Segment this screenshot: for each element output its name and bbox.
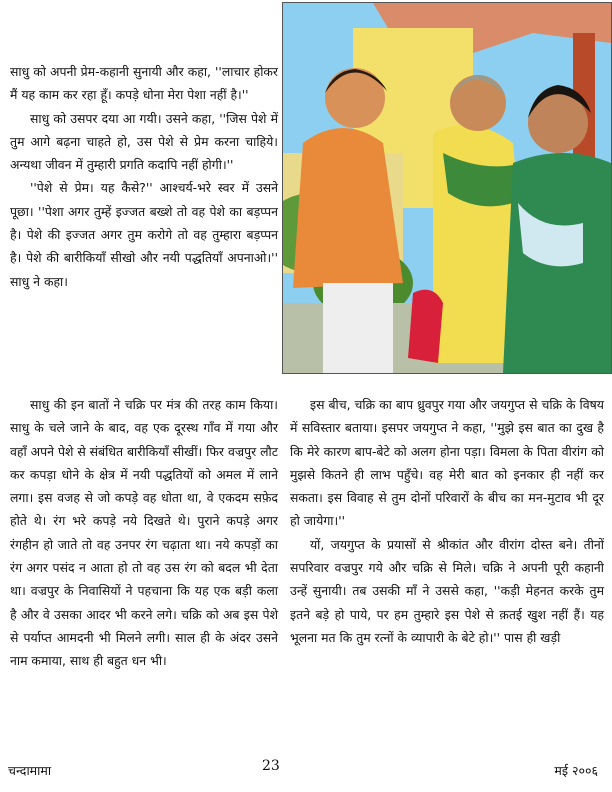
paragraph: साधु की इन बातों ने चक्रि पर मंत्र की तरह काम किया। साधु के चले जाने के बाद, वह एक दूरस्थ गाँव में गया और वहाँ अपने पेशे से संबंधित बारीकियाँ सीखीं। फिर वज्रपुर लौट कर कपड़ा धोने के क्षेत्र में नयी पद्धतियों को अमल में लाने लगा। इस वजह से जो कपड़े वह धोता था, वे एकदम सफ़ेद होते थे। रंग भरे कपड़े नये दिखते थे। पुराने कपड़े अगर रंगहीन हो जाते तो वह उनपर रंग चढ़ाता था। नये कपड़ों का रंग अगर पसंद न आता हो तो वह उस रंग को बदल भी देता था। वज्रपुर के निवासियों ने पहचाना कि यह एक बड़ी कला है और वे उसका आदर भी करने लगे। चक्रि को अब इस पेशे से पर्याप्त आमदनी भी मिलने लगी। साल ही के अंदर उसने नाम कमाया, साथ ही बहुत धन भी। [10, 397, 278, 669]
text-column-left-top [10, 60, 278, 293]
paragraph: साधु को उसपर दया आ गयी। उसने कहा, ''जिस पेशे में तुम आगे बढ़ना चाहते हो, उस पेशे से प्रेम करना चाहिये। अन्यथा जीवन में तुम्हारी प्रगति कदापि नहीं होगी।'' [10, 110, 278, 173]
paragraph: साधु को अपनी प्रेम-कहानी सुनायी और कहा, ''लाचार होकर मैं यह काम कर रहा हूँ। कपड़े धोना मेरा पेशा नहीं है।'' [10, 64, 278, 103]
paragraph: यों, जयगुप्त के प्रयासों से श्रीकांत और वीरांग दोस्त बने। तीनों सपरिवार वज्रपुर गये और चक्रि से मिले। चक्रि ने अपनी पूरी कहानी उन्हें सुनायी। तब उसकी माँ ने उससे कहा, ''कड़ी मेहनत करके तुम इतने बड़े हो पाये, पर हम तुम्हारे इस पेशे से क़तई खुश नहीं हैं। यह भूलना मत कि तुम रत्नों के व्यापारी के बेटे हो।'' पास ही खड़ी [290, 536, 604, 645]
footer-issue-date: मई २००६ [554, 763, 598, 778]
paragraph: इस बीच, चक्रि का बाप ध्रुवपुर गया और जयगुप्त से चक्रि के विषय में सविस्तार बताया। इसपर जयगुप्त ने कहा, ''मुझे इस बात का दुख है कि मेरे कारण बाप-बेटे को अलग होना पड़ा। विमला के पिता वीरांग को मुझसे कितने ही लाभ पहुँचे। वह मेरी बात को इनकार ही नहीं कर सकता। इस विवाह से तुम दोनों परिवारों के बीच का मन-मुटाव भी दूर हो जायेगा।'' [290, 397, 604, 529]
footer-magazine-name: चन्दामामा [8, 763, 52, 778]
text-column-right [290, 393, 604, 649]
footer-page-number: 23 [262, 758, 280, 774]
story-illustration [282, 2, 612, 374]
paragraph: ''पेशे से प्रेम। यह कैसे?'' आश्चर्य-भरे स्वर में उसने पूछा। ''पेशा अगर तुम्हें इज्जत बख्शे तो वह पेशे का बड़प्पन है। पेशे की इज्जत अगर तुम करोगे तो वह तुम्हारा बड़प्पन है। पेशे की बारीकियाँ सीखो और नयी पद्धतियाँ अपनाओ।'' साधु ने कहा। [10, 180, 278, 289]
text-column-left-bottom [10, 393, 278, 673]
